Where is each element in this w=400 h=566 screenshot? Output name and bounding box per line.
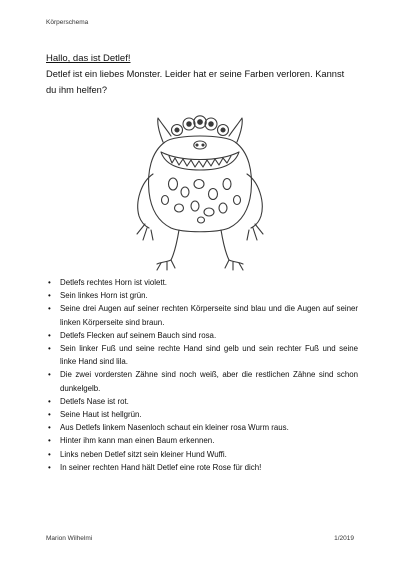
bullet-icon: •: [48, 423, 51, 433]
bullet-icon: •: [48, 330, 51, 340]
fact-text: Sein linker Fuß und seine rechte Hand sind gelb und sein rechter Fuß und seine linke Hand sind lila.: [60, 344, 358, 367]
fact-item: [46, 395, 358, 408]
left-hand: [137, 224, 153, 240]
bullet-icon: •: [48, 449, 51, 459]
greeting-heading: Hallo, das ist Detlef!: [46, 53, 131, 64]
right-horn: [229, 118, 242, 142]
fact-item: [46, 289, 358, 302]
page-header: Körperschema: [46, 19, 89, 26]
eyes: [172, 116, 229, 136]
belly-spots: [162, 178, 241, 223]
fact-item: [46, 408, 358, 421]
fact-text: Aus Detlefs linkem Nasenloch schaut ein kleiner rosa Wurm raus.: [60, 423, 289, 433]
fact-text: Links neben Detlef sitzt sein kleiner Hund Wuffi.: [60, 449, 227, 459]
bullet-icon: •: [48, 462, 51, 472]
fact-item: [46, 276, 358, 289]
bullet-icon: •: [48, 304, 51, 314]
intro-text: Detlef ist ein liebes Monster. Leider hat er seine Farben verloren. Kannst du ihm helfen?: [46, 69, 345, 95]
fact-text: Sein linkes Horn ist grün.: [60, 291, 148, 301]
fact-item: [46, 421, 358, 434]
bullet-icon: •: [48, 291, 51, 301]
fact-item: [46, 461, 358, 474]
bullet-icon: •: [48, 344, 51, 354]
facts-list: [46, 276, 358, 474]
fact-text: Seine drei Augen auf seiner rechten Körperseite sind blau und die Augen auf seiner linken Körperseite sind braun.: [60, 304, 358, 327]
bullet-icon: •: [48, 278, 51, 287]
fact-item: [46, 302, 358, 328]
fact-text: Hinter ihm kann man einen Baum erkennen.: [60, 436, 215, 446]
fact-item: [46, 329, 358, 342]
fact-item: [46, 434, 358, 447]
right-hand: [247, 224, 263, 240]
left-leg: [157, 230, 179, 264]
left-horn: [158, 118, 171, 142]
bullet-icon: •: [48, 396, 51, 406]
footer-date: 1/2019: [334, 535, 354, 542]
fact-text: Detlefs rechtes Horn ist violett.: [60, 278, 168, 287]
monster-illustration: [125, 112, 275, 274]
fact-item: [46, 342, 358, 368]
fact-text: In seiner rechten Hand hält Detlef eine rote Rose für dich!: [60, 462, 262, 472]
fact-item: [46, 368, 358, 394]
fact-text: Detlefs Nase ist rot.: [60, 396, 129, 406]
right-leg: [221, 230, 243, 264]
bullet-icon: •: [48, 410, 51, 420]
bullet-icon: •: [48, 370, 51, 380]
footer-author: Marion Wilhelmi: [46, 535, 93, 542]
fact-text: Die zwei vordersten Zähne sind noch weiß, aber die restlichen Zähne sind schon dunkelgelb.: [60, 370, 358, 393]
fact-text: Detlefs Flecken auf seinem Bauch sind rosa.: [60, 330, 217, 340]
fact-item: [46, 448, 358, 461]
bullet-icon: •: [48, 436, 51, 446]
fact-text: Seine Haut ist hellgrün.: [60, 410, 142, 420]
